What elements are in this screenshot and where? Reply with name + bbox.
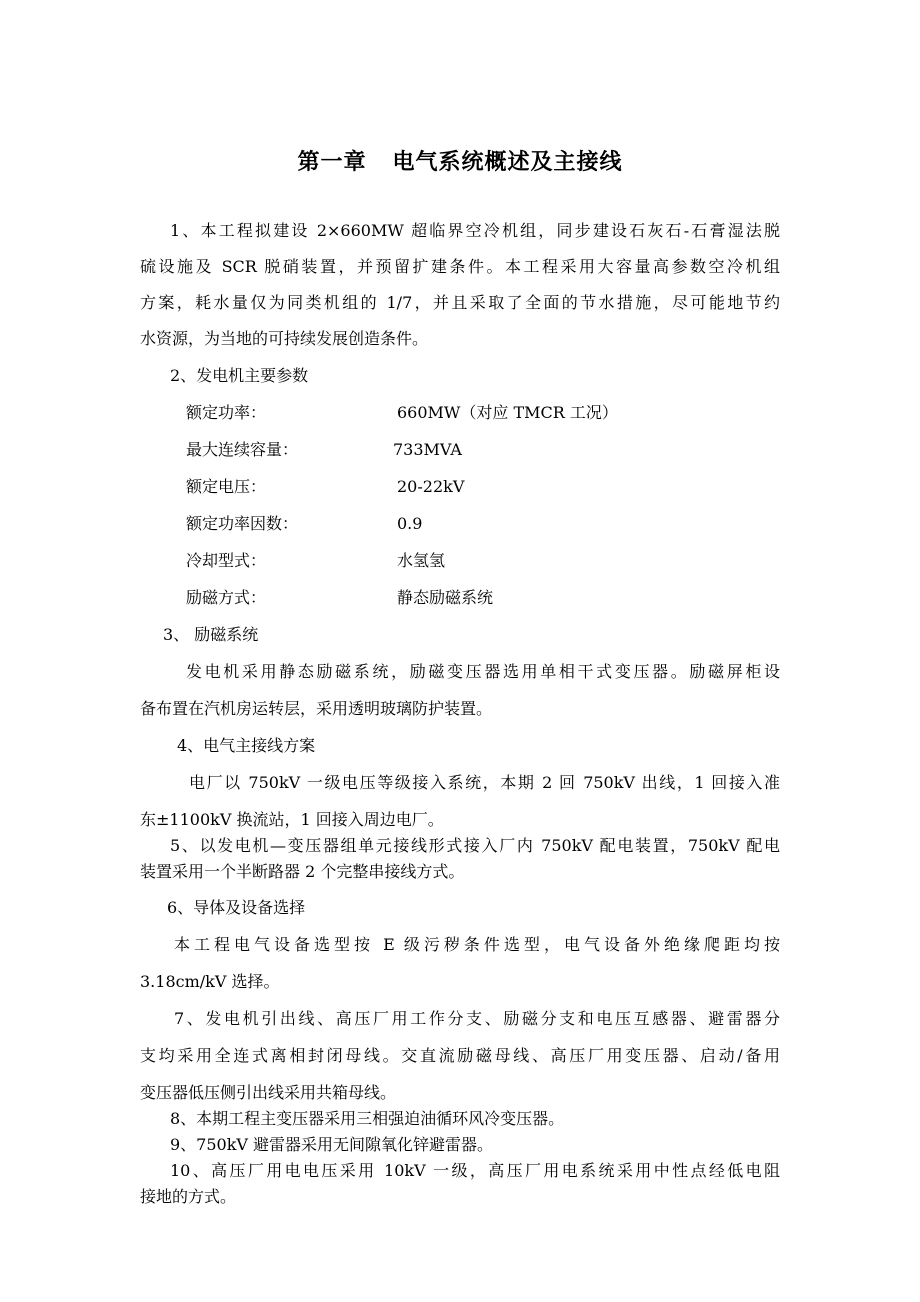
s1-line-1: 1、本工程拟建设 2×660MW 超临界空冷机组，同步建设石灰石-石膏湿法脱: [170, 221, 780, 240]
param-label: 额定功率：: [186, 403, 267, 422]
param-value: 静态励磁系统: [397, 588, 494, 607]
param-value: 0.9: [397, 514, 423, 533]
s7-line-2: 支均采用全连式离相封闭母线。交直流励磁母线、高压厂用变压器、启动/备用: [140, 1046, 780, 1065]
chapter-number: 第一章: [297, 150, 367, 175]
s3-line-1: 发电机采用静态励磁系统，励磁变压器选用单相干式变压器。励磁屏柜设: [186, 662, 780, 681]
s6-line-2: 3.18cm/kV 选择。: [140, 972, 280, 991]
s1-line-2: 硫设施及 SCR 脱硝装置，并预留扩建条件。本工程采用大容量高参数空冷机组: [140, 257, 780, 276]
s10-line-2: 接地的方式。: [140, 1187, 237, 1206]
s2-heading: 2、发电机主要参数: [170, 366, 309, 385]
s5-line-1: 5、以发电机—变压器组单元接线形式接入厂内 750kV 配电装置，750kV 配电: [170, 836, 780, 855]
param-label: 励磁方式：: [186, 588, 267, 607]
s1-line-4: 水资源，为当地的可持续发展创造条件。: [140, 329, 429, 348]
s7-line-3: 变压器低压侧引出线采用共箱母线。: [140, 1083, 397, 1102]
s7-line-1: 7、发电机引出线、高压厂用工作分支、励磁分支和电压互感器、避雷器分: [174, 1009, 780, 1028]
s6-line-1: 本工程电气设备选型按 E 级污秽条件选型，电气设备外绝缘爬距均按: [174, 935, 780, 954]
s4-heading: 4、电气主接线方案: [177, 736, 316, 755]
chapter-title: [0, 145, 920, 176]
param-value: 733MVA: [393, 440, 462, 459]
param-label: 额定电压：: [186, 477, 267, 496]
param-label: 最大连续容量：: [186, 440, 299, 459]
s4-line-2: 东±1100kV 换流站，1 回接入周边电厂。: [140, 810, 444, 829]
param-value: 水氢氢: [397, 551, 446, 570]
s8-line: 8、本期工程主变压器采用三相强迫油循环风冷变压器。: [170, 1109, 565, 1128]
s5-line-2: 装置采用一个半断路器 2 个完整串接线方式。: [140, 862, 465, 881]
param-label: 额定功率因数：: [186, 514, 299, 533]
chapter-name: 电气系统概述及主接线: [392, 150, 623, 175]
param-label: 冷却型式：: [186, 551, 267, 570]
s9-line: 9、750kV 避雷器采用无间隙氧化锌避雷器。: [170, 1135, 494, 1154]
s3-heading: 3、 励磁系统: [163, 625, 259, 644]
s3-line-2: 备布置在汽机房运转层，采用透明玻璃防护装置。: [140, 699, 493, 718]
param-value: 20-22kV: [397, 477, 465, 496]
s10-line-1: 10、高压厂用电电压采用 10kV 一级，高压厂用电系统采用中性点经低电阻: [170, 1161, 780, 1180]
param-value: 660MW（对应 TMCR 工况）: [397, 403, 618, 422]
s1-line-3: 方案，耗水量仅为同类机组的 1/7，并且采取了全面的节水措施，尽可能地节约: [140, 293, 780, 312]
s6-heading: 6、导体及设备选择: [167, 898, 306, 917]
s4-line-1: 电厂以 750kV 一级电压等级接入系统，本期 2 回 750kV 出线，1 回接入准: [189, 773, 780, 792]
